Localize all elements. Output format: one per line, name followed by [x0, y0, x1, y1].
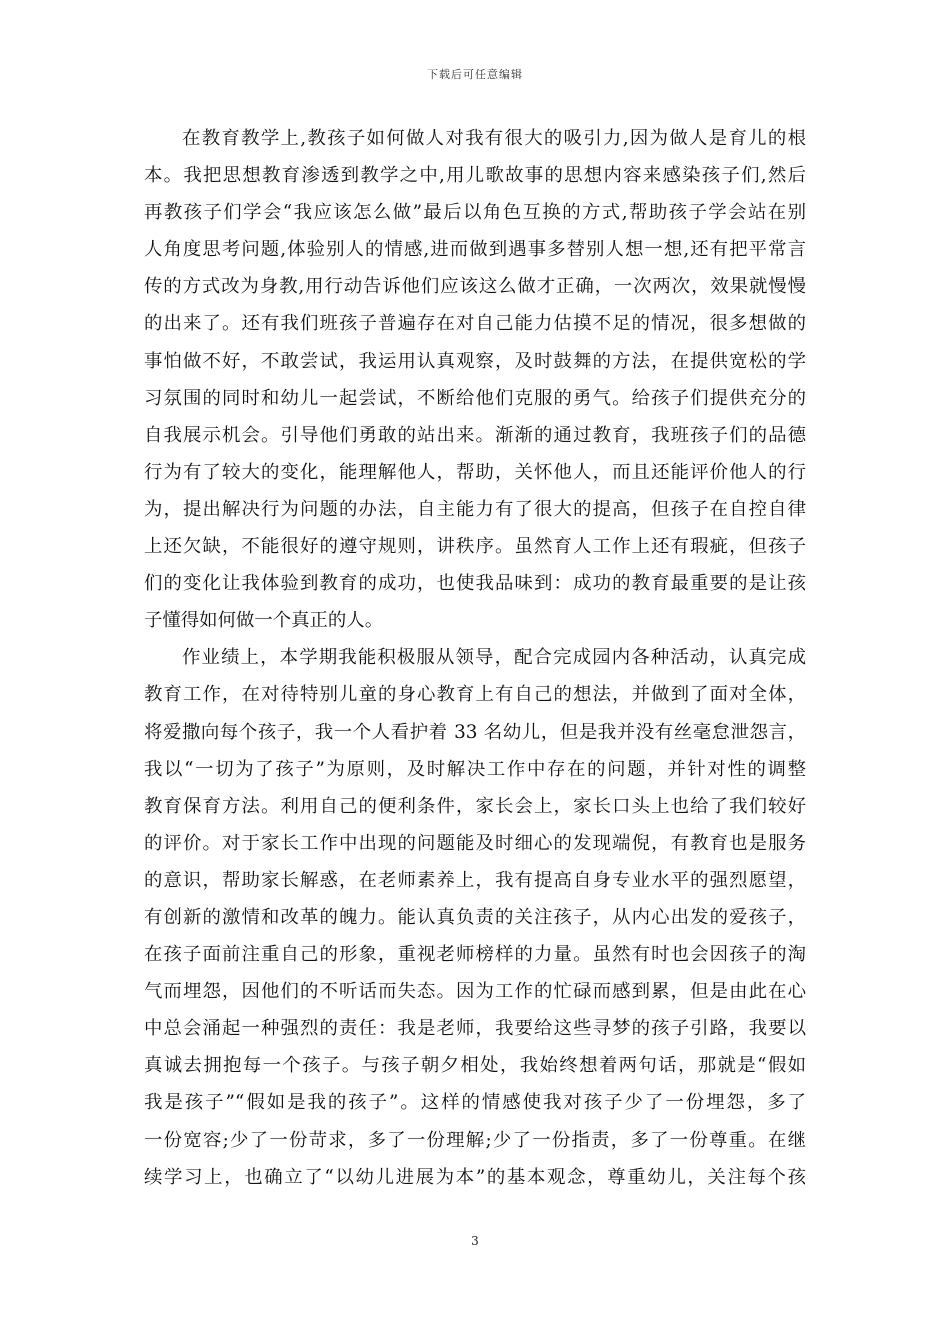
page-number: 3: [471, 1234, 479, 1248]
text-line: 续学习上，也确立了“以幼儿进展为本”的基本观念，尊重幼儿，关注每个孩: [144, 1166, 806, 1188]
text-line: 习氛围的同时和幼儿一起尝试，不断给他们克服的勇气。给孩子们提供充分的: [144, 387, 806, 409]
text-line: 上还欠缺，不能很好的遵守规则，讲秩序。虽然育人工作上还有瑕疵，但孩子: [144, 536, 806, 558]
text-line: 行为有了较大的变化，能理解他人，帮助，关怀他人，而且还能评价他人的行: [144, 461, 806, 483]
text-line: 教育工作，在对待特别儿童的身心教育上有自己的想法，并做到了面对全体，: [144, 684, 806, 706]
text-line: 再教孩子们学会“我应该怎么做”最后以角色互换的方式,帮助孩子学会站在别: [144, 202, 806, 224]
text-line: 我以“一切为了孩子”为原则，及时解决工作中存在的问题，并针对性的调整: [144, 758, 806, 780]
paragraph-1: [144, 120, 806, 639]
text-line: 本。我把思想教育渗透到教学之中,用儿歌故事的思想内容来感染孩子们,然后: [144, 165, 806, 187]
page-header: 下载后可任意编辑: [427, 68, 523, 81]
document-body: [144, 120, 806, 1196]
text-line: 气而埋怨，因他们的不听话而失态。因为工作的忙碌而感到累，但是由此在心: [144, 981, 806, 1003]
text-line: 作业绩上，本学期我能积极服从领导，配合完成园内各种活动，认真完成: [182, 647, 806, 669]
text-line: 为，提出解决行为问题的办法，自主能力有了很大的提高，但孩子在自控自律: [144, 498, 806, 520]
text-line: 子懂得如何做一个真正的人。: [144, 610, 384, 632]
text-line: 传的方式改为身教,用行动告诉他们应该这么做才正确，一次两次，效果就慢慢: [144, 276, 806, 298]
text-line: 有创新的激情和改革的魄力。能认真负责的关注孩子，从内心出发的爱孩子，: [144, 906, 806, 928]
text-line: 们的变化让我体验到教育的成功，也使我品味到：成功的教育最重要的是让孩: [144, 573, 806, 595]
text-line: 一份宽容;少了一份苛求，多了一份理解;少了一份指责，多了一份尊重。在继: [144, 1129, 806, 1151]
text-line: 的意识，帮助家长解惑，在老师素养上，我有提高自身专业水平的强烈愿望，: [144, 869, 806, 891]
text-line: 自我展示机会。引导他们勇敢的站出来。渐渐的通过教育，我班孩子们的品德: [144, 424, 806, 446]
text-line: 的评价。对于家长工作中出现的问题能及时细心的发现端倪，有教育也是服务: [144, 832, 806, 854]
text-line: 教育保育方法。利用自己的便利条件，家长会上，家长口头上也给了我们较好: [144, 795, 806, 817]
text-line: 将爱撒向每个孩子，我一个人看护着 33 名幼儿，但是我并没有丝毫怠泄怨言，: [144, 721, 806, 743]
text-line: 事怕做不好，不敢尝试，我运用认真观察，及时鼓舞的方法，在提供宽松的学: [144, 350, 806, 372]
text-line: 中总会涌起一种强烈的责任：我是老师，我要给这些寻梦的孩子引路，我要以: [144, 1018, 806, 1040]
paragraph-2: [144, 639, 806, 1195]
text-line: 真诚去拥抱每一个孩子。与孩子朝夕相处，我始终想着两句话，那就是“假如: [144, 1055, 806, 1077]
text-line: 我是孩子”“假如是我的孩子”。这样的情感使我对孩子少了一份埋怨，多了: [144, 1092, 806, 1114]
text-line: 人角度思考问题,体验别人的情感,进而做到遇事多替别人想一想,还有把平常言: [144, 239, 806, 261]
text-line: 在教育教学上,教孩子如何做人对我有很大的吸引力,因为做人是育儿的根: [182, 128, 806, 149]
text-line: 在孩子面前注重自己的形象，重视老师榜样的力量。虽然有时也会因孩子的淘: [144, 944, 806, 966]
text-line: 的出来了。还有我们班孩子普遍存在对自己能力估摸不足的情况，很多想做的: [144, 313, 806, 335]
